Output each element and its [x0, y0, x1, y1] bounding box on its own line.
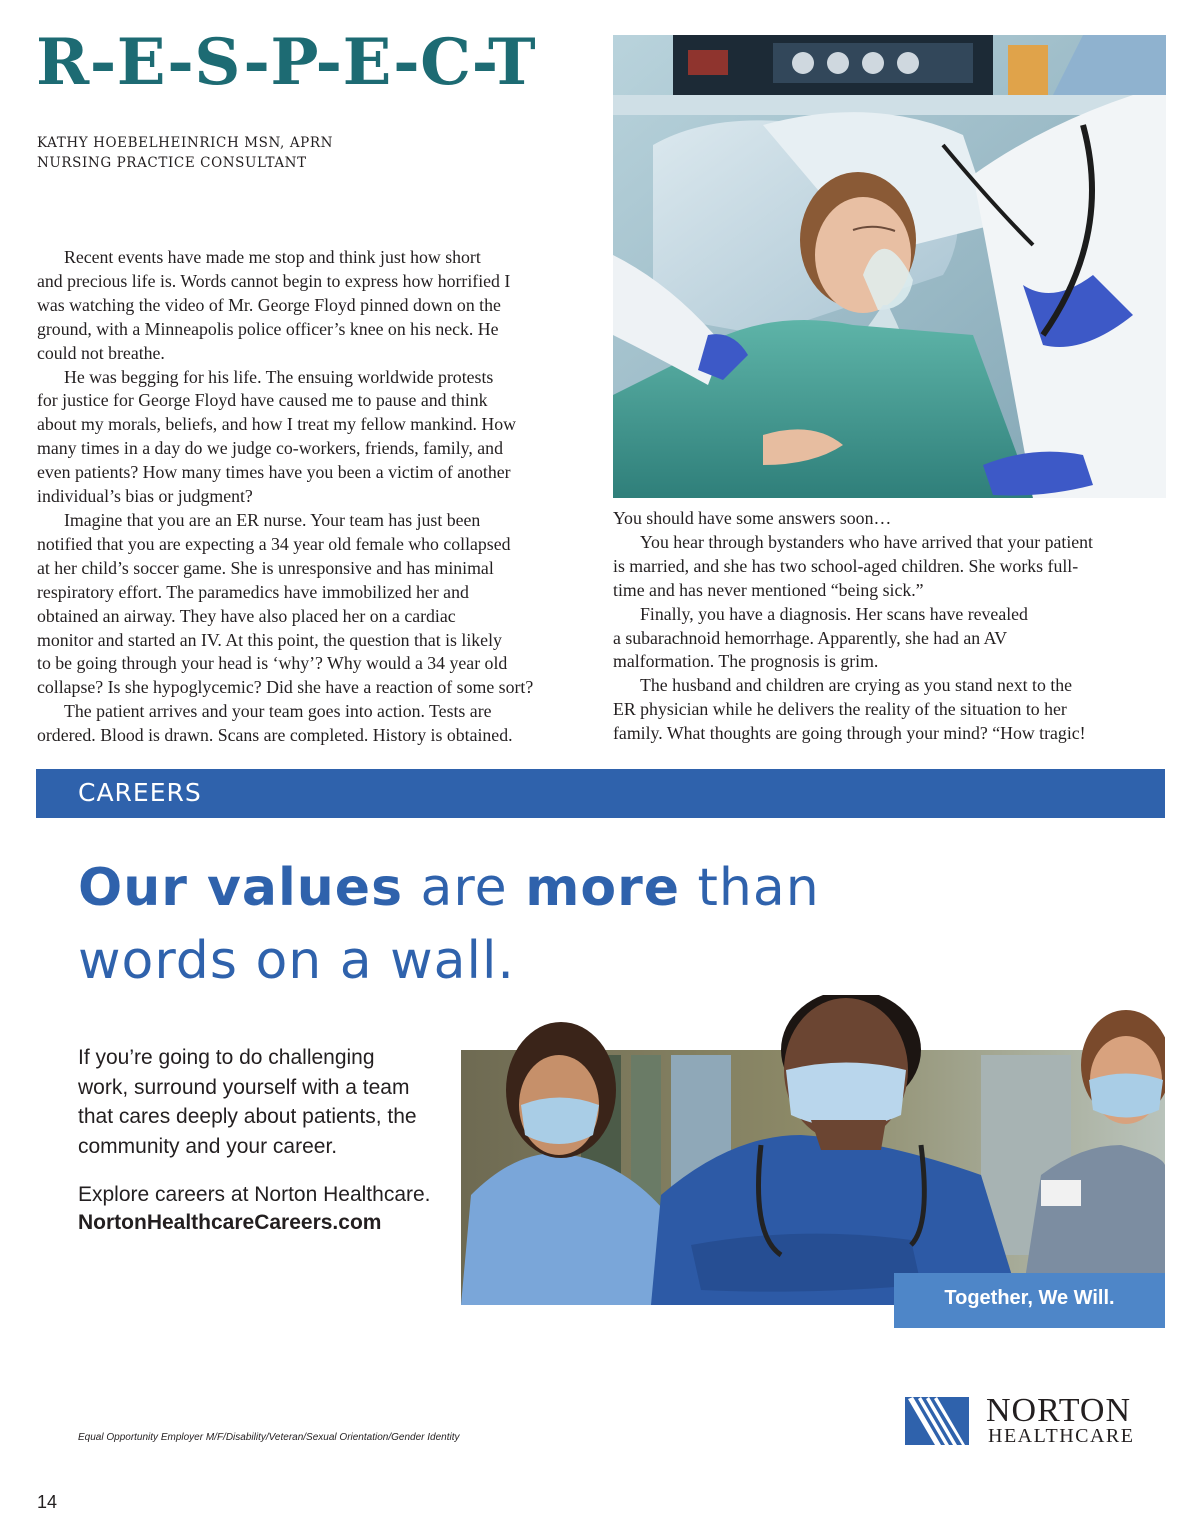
paragraph-line: could not breathe. — [37, 342, 165, 363]
paragraph-line: You hear through bystanders who have arrived that your patient — [640, 531, 1093, 552]
hospital-patient-photo — [613, 35, 1166, 498]
logo-wordmark-norton: NORTON — [986, 1392, 1132, 1429]
tagline-box — [894, 1273, 1165, 1328]
paragraph-line: individual’s bias or judgment? — [37, 486, 253, 507]
paragraph-line: collapse? Is she hypoglycemic? Did she have a reaction of some sort? — [37, 677, 534, 698]
paragraph-line: ER physician while he delivers the reality of the situation to her — [613, 699, 1067, 720]
ad-body-line: work, surround yourself with a team — [78, 1075, 410, 1099]
ad-body-line: community and your career. — [78, 1134, 338, 1158]
paragraph-line: The husband and children are crying as you stand next to the — [640, 675, 1073, 696]
paragraph-line: Imagine that you are an ER nurse. Your team has just been — [64, 509, 481, 530]
careers-section-band — [36, 769, 1165, 818]
paragraph-line: ordered. Blood is drawn. Scans are completed. History is obtained. — [37, 725, 513, 746]
article-title: R-E-S-P-E-C-T — [36, 25, 537, 100]
norton-logo-mark-icon — [905, 1397, 969, 1445]
paragraph-line: to be going through your head is ‘why’? Why would a 34 year old — [37, 653, 508, 674]
paragraph-line: respiratory effort. The paramedics have immobilized her and — [37, 581, 469, 602]
paragraph-line: malformation. The prognosis is grim. — [613, 651, 879, 672]
ad-body-line: that cares deeply about patients, the — [78, 1105, 417, 1128]
article-right-column — [613, 507, 1173, 746]
article-left-column — [37, 246, 597, 748]
tagline-text: Together, We Will. — [944, 1287, 1115, 1309]
paragraph-line: notified that you are expecting a 34 year old female who collapsed — [37, 533, 511, 554]
paragraph-line: a subarachnoid hemorrhage. Apparently, she had an AV — [613, 627, 1008, 648]
headline-bold-values: Our values — [78, 858, 404, 918]
paragraph-line: for justice for George Floyd have caused me to pause and think — [37, 390, 488, 411]
paragraph-line: ground, with a Minneapolis police officer’s knee on his neck. He — [37, 318, 499, 339]
norton-healthcare-logo — [905, 1392, 1135, 1448]
paragraph-line: obtained an airway. They have also placed her on a cardiac — [37, 605, 456, 626]
paragraph-line: time and has never mentioned “being sick.” — [613, 579, 924, 600]
author-byline — [37, 133, 333, 173]
author-name: KATHY HOEBELHEINRICH MSN, APRN — [37, 135, 334, 151]
paragraph-line: You should have some answers soon… — [613, 508, 892, 528]
page-number: 14 — [37, 1492, 58, 1512]
paragraph-line: many times in a day do we judge co-workers, friends, family, and — [37, 438, 503, 459]
paragraph-line: He was begging for his life. The ensuing worldwide protests — [64, 366, 494, 387]
explore-careers-block — [78, 1181, 431, 1237]
headline-text: are — [403, 858, 526, 918]
paragraph-line: was watching the video of Mr. George Floyd pinned down on the — [37, 294, 501, 315]
paragraph-line: monitor and started an IV. At this point, the question that is likely — [37, 629, 502, 650]
paragraph-line: at her child’s soccer game. She is unresponsive and has minimal — [37, 557, 494, 578]
paragraph-line: Finally, you have a diagnosis. Her scans have revealed — [640, 603, 1028, 624]
headline-line-2: words on a wall. — [78, 931, 515, 991]
headline-bold-more: more — [525, 858, 681, 918]
paragraph-line: and precious life is. Words cannot begin to express how horrified I — [37, 270, 511, 291]
paragraph-line: even patients? How many times have you been a victim of another — [37, 462, 511, 483]
careers-url-link[interactable]: NortonHealthcareCareers.com — [78, 1211, 382, 1234]
headline-text: than — [680, 858, 820, 918]
paragraph-line: about my morals, beliefs, and how I treat my fellow mankind. How — [37, 414, 516, 435]
author-role: NURSING PRACTICE CONSULTANT — [37, 155, 307, 171]
paragraph-line: is married, and she has two school-aged children. She works full- — [613, 555, 1079, 576]
ad-body-line: If you’re going to do challenging — [78, 1046, 375, 1069]
ad-body-copy — [78, 1043, 458, 1161]
paragraph-line: The patient arrives and your team goes into action. Tests are — [64, 701, 492, 722]
logo-wordmark-healthcare: HEALTHCARE — [988, 1425, 1135, 1447]
careers-section-label: CAREERS — [78, 778, 202, 807]
paragraph-line: family. What thoughts are going through your mind? “How tragic! — [613, 723, 1086, 744]
healthcare-team-photo — [461, 995, 1165, 1305]
ad-headline — [78, 852, 820, 998]
paragraph-line: Recent events have made me stop and think just how short — [64, 247, 481, 267]
explore-careers-text: Explore careers at Norton Healthcare. — [78, 1183, 431, 1206]
eeo-statement: Equal Opportunity Employer M/F/Disability/Veteran/Sexual Orientation/Gender Identity — [78, 1432, 460, 1443]
